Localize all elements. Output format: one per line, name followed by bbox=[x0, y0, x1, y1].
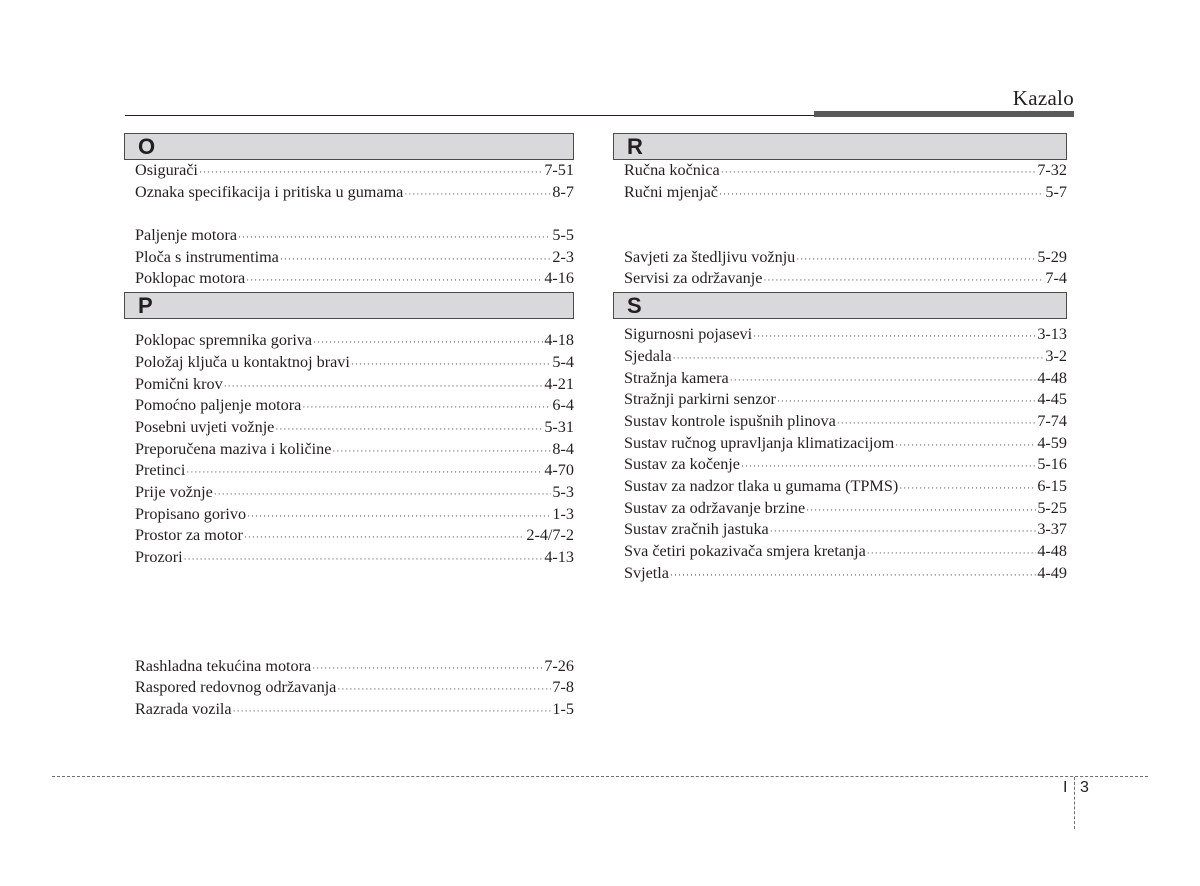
entry-title: Razrada vozila bbox=[135, 700, 232, 719]
dot-leader bbox=[246, 270, 543, 292]
dot-leader bbox=[351, 354, 552, 376]
dot-leader bbox=[275, 419, 543, 441]
section-letter: R bbox=[627, 134, 643, 159]
entry-list bbox=[124, 160, 574, 203]
entry-title: Sigurnosni pojasevi bbox=[624, 325, 753, 344]
index-entry bbox=[624, 411, 1067, 433]
dot-leader bbox=[899, 478, 1036, 500]
section-header-o bbox=[124, 133, 574, 160]
entry-page-ref: 7-26 bbox=[544, 656, 574, 675]
entry-title: Sva četiri pokazivača smjera kretanja bbox=[624, 542, 866, 561]
entry-list bbox=[124, 656, 574, 721]
entry-title: Sustav za nadzor tlaka u gumama (TPMS) bbox=[624, 476, 899, 495]
entry-page-ref: 4-16 bbox=[544, 269, 574, 288]
entry-page-ref: 6-15 bbox=[1037, 476, 1067, 495]
entry-title: Sustav za održavanje brzine bbox=[624, 498, 806, 517]
index-entry bbox=[624, 268, 1067, 290]
dot-leader bbox=[741, 456, 1036, 478]
dot-leader bbox=[214, 484, 552, 506]
dot-leader bbox=[895, 435, 1036, 457]
dot-leader bbox=[763, 270, 1044, 292]
entry-page-ref: 3-13 bbox=[1037, 325, 1067, 344]
dot-leader bbox=[796, 249, 1036, 271]
index-entry bbox=[624, 346, 1067, 368]
header-rule bbox=[125, 115, 815, 116]
dot-leader bbox=[238, 227, 551, 249]
entry-title: Servisi za održavanje bbox=[624, 269, 763, 288]
entry-list bbox=[124, 225, 574, 290]
entry-title: Stražnja kamera bbox=[624, 368, 729, 387]
index-entry bbox=[135, 330, 574, 352]
entry-page-ref: 5-4 bbox=[552, 352, 574, 371]
entry-list bbox=[613, 324, 1067, 584]
entry-title: Paljenje motora bbox=[135, 226, 238, 245]
dot-leader bbox=[224, 376, 544, 398]
entry-page-ref: 1-5 bbox=[552, 700, 574, 719]
index-entry bbox=[135, 247, 574, 269]
dot-leader bbox=[806, 500, 1036, 522]
dot-leader bbox=[673, 348, 1045, 370]
entry-title: Propisano gorivo bbox=[135, 504, 247, 523]
index-entry bbox=[624, 498, 1067, 520]
entry-title: Položaj ključa u kontaktnoj bravi bbox=[135, 352, 350, 371]
entry-title: Prije vožnje bbox=[135, 482, 213, 501]
entry-title: Sjedala bbox=[624, 346, 672, 365]
entry-title: Rashladna tekućina motora bbox=[135, 656, 312, 675]
entry-title: Pretinci bbox=[135, 461, 186, 480]
entry-gap bbox=[613, 203, 1067, 246]
entry-page-ref: 5-7 bbox=[1045, 182, 1067, 201]
entry-page-ref: 4-13 bbox=[544, 548, 574, 566]
dot-leader bbox=[186, 462, 543, 484]
entry-page-ref: 2-4/7-2 bbox=[526, 526, 574, 545]
entry-title: Poklopac spremnika goriva bbox=[135, 331, 313, 350]
entry-title: Pomični krov bbox=[135, 374, 223, 393]
entry-title: Raspored redovnog održavanja bbox=[135, 678, 337, 697]
entry-page-ref: 4-45 bbox=[1037, 390, 1067, 409]
entry-title: Oznaka specifikacija i pritiska u gumama bbox=[135, 182, 404, 201]
entry-page-ref: 5-31 bbox=[544, 417, 574, 436]
index-entry bbox=[624, 541, 1067, 563]
entry-title: Sustav kontrole ispušnih plinova bbox=[624, 411, 836, 430]
entry-title: Ploča s instrumentima bbox=[135, 247, 279, 266]
index-column-left bbox=[124, 133, 574, 721]
section-header-s bbox=[613, 292, 1067, 319]
entry-title: Poklopac motora bbox=[135, 269, 246, 288]
index-entry bbox=[135, 439, 574, 461]
dot-leader bbox=[404, 184, 551, 206]
index-entry bbox=[624, 324, 1067, 346]
index-entry bbox=[135, 460, 574, 482]
index-entry bbox=[135, 677, 574, 699]
section-letter: P bbox=[138, 293, 153, 319]
index-column-right bbox=[613, 133, 1067, 584]
entry-page-ref: 4-59 bbox=[1037, 433, 1067, 452]
entry-gap bbox=[124, 203, 574, 225]
index-entry bbox=[135, 525, 574, 547]
entry-page-ref: 5-16 bbox=[1037, 455, 1067, 474]
entry-page-ref: 6-4 bbox=[552, 396, 574, 415]
entry-gap bbox=[124, 319, 574, 330]
entry-page-ref: 7-51 bbox=[544, 161, 574, 179]
dot-leader bbox=[332, 441, 551, 463]
footer-vertical-divider bbox=[1074, 777, 1075, 829]
entry-page-ref: 7-4 bbox=[1045, 269, 1067, 288]
entry-list bbox=[124, 330, 574, 569]
entry-list bbox=[613, 160, 1067, 203]
entry-page-ref: 5-29 bbox=[1037, 247, 1067, 266]
entry-title: Sustav za kočenje bbox=[624, 455, 740, 474]
entry-title: Posebni uvjeti vožnje bbox=[135, 417, 275, 436]
entry-title: Pomoćno paljenje motora bbox=[135, 396, 302, 415]
entry-title: Ručna kočnica bbox=[624, 161, 720, 179]
entry-page-ref: 8-7 bbox=[552, 182, 574, 201]
entry-page-ref: 4-21 bbox=[544, 374, 574, 393]
index-entry bbox=[135, 504, 574, 526]
entry-page-ref: 5-5 bbox=[552, 226, 574, 245]
dot-leader bbox=[837, 413, 1037, 435]
entry-page-ref: 2-3 bbox=[552, 247, 574, 266]
index-entry bbox=[135, 482, 574, 504]
entry-title: Osigurači bbox=[135, 161, 198, 179]
index-entry bbox=[135, 417, 574, 439]
entry-page-ref: 4-18 bbox=[544, 331, 574, 350]
entry-title: Savjeti za štedljivu vožnju bbox=[624, 247, 796, 266]
dot-leader bbox=[719, 184, 1044, 206]
entry-page-ref: 4-70 bbox=[544, 461, 574, 480]
index-entry bbox=[135, 547, 574, 569]
section-letter: O bbox=[138, 134, 156, 159]
index-entry bbox=[135, 374, 574, 396]
entry-gap bbox=[124, 569, 574, 656]
entry-title: Ručni mjenjač bbox=[624, 182, 718, 201]
page-number: 3 bbox=[1080, 779, 1089, 796]
section-letter: S bbox=[627, 293, 642, 319]
index-entry bbox=[135, 352, 574, 374]
dot-leader bbox=[313, 332, 543, 354]
page-title: Kazalo bbox=[1012, 86, 1074, 110]
footer-section-label: I bbox=[1063, 779, 1068, 796]
header-accent-bar bbox=[814, 111, 1074, 117]
dot-leader bbox=[233, 701, 552, 723]
dot-leader bbox=[777, 391, 1036, 413]
index-entry bbox=[135, 182, 574, 204]
entry-page-ref: 4-48 bbox=[1037, 368, 1067, 387]
dot-leader bbox=[247, 506, 551, 528]
entry-page-ref: 5-25 bbox=[1037, 498, 1067, 517]
index-entry bbox=[624, 519, 1067, 541]
dot-leader bbox=[867, 543, 1037, 565]
index-entry bbox=[135, 699, 574, 721]
index-entry bbox=[624, 433, 1067, 455]
index-entry bbox=[624, 182, 1067, 204]
dot-leader bbox=[770, 521, 1037, 543]
entry-page-ref: 5-3 bbox=[552, 482, 574, 501]
entry-title: Svjetla bbox=[624, 563, 669, 582]
footer-divider bbox=[52, 776, 1148, 777]
dot-leader bbox=[670, 565, 1036, 587]
entry-title: Prozori bbox=[135, 548, 183, 566]
entry-page-ref: 7-8 bbox=[552, 678, 574, 697]
dot-leader bbox=[753, 326, 1036, 348]
dot-leader bbox=[302, 397, 551, 419]
section-header-p bbox=[124, 292, 574, 319]
entry-title: Preporučena maziva i količine bbox=[135, 439, 332, 458]
dot-leader bbox=[280, 249, 552, 271]
index-entry bbox=[135, 225, 574, 247]
entry-title: Sustav zračnih jastuka bbox=[624, 520, 769, 539]
index-entry bbox=[624, 454, 1067, 476]
index-entry bbox=[135, 656, 574, 678]
entry-title: Stražnji parkirni senzor bbox=[624, 390, 776, 409]
entry-page-ref: 4-49 bbox=[1037, 563, 1067, 582]
index-entry bbox=[624, 160, 1067, 182]
index-entry bbox=[624, 476, 1067, 498]
entry-page-ref: 4-48 bbox=[1037, 542, 1067, 561]
index-entry bbox=[624, 563, 1067, 585]
dot-leader bbox=[337, 679, 551, 701]
index-entry bbox=[135, 268, 574, 290]
entry-list bbox=[613, 247, 1067, 290]
dot-leader bbox=[721, 162, 1037, 184]
index-entry bbox=[624, 389, 1067, 411]
entry-page-ref: 1-3 bbox=[552, 504, 574, 523]
entry-title: Sustav ručnog upravljanja klimatizacijom bbox=[624, 433, 895, 452]
dot-leader bbox=[730, 370, 1037, 392]
dot-leader bbox=[184, 549, 544, 571]
entry-page-ref: 7-32 bbox=[1037, 161, 1067, 179]
entry-page-ref: 3-37 bbox=[1037, 520, 1067, 539]
entry-page-ref: 3-2 bbox=[1045, 346, 1067, 365]
entry-page-ref: 8-4 bbox=[552, 439, 574, 458]
index-entry bbox=[624, 368, 1067, 390]
entry-page-ref: 7-74 bbox=[1037, 411, 1067, 430]
dot-leader bbox=[244, 527, 525, 549]
index-entry bbox=[624, 247, 1067, 269]
dot-leader bbox=[312, 658, 543, 680]
dot-leader bbox=[199, 162, 543, 184]
section-header-r bbox=[613, 133, 1067, 160]
entry-title: Prostor za motor bbox=[135, 526, 243, 545]
index-entry bbox=[135, 395, 574, 417]
index-entry bbox=[135, 160, 574, 182]
